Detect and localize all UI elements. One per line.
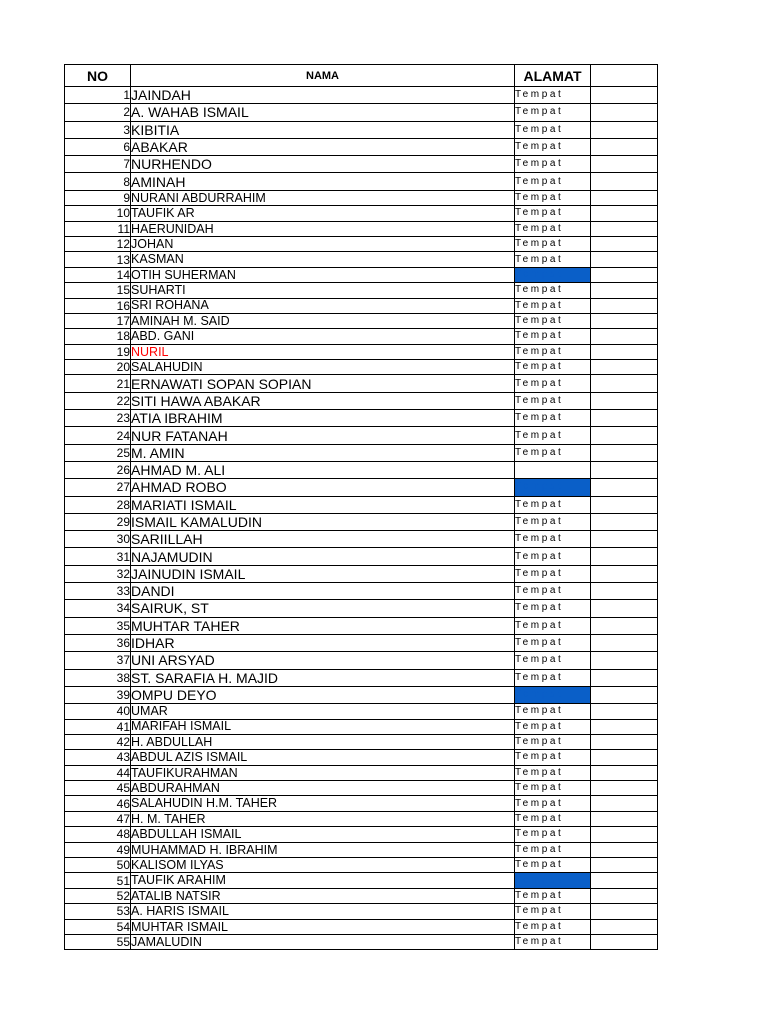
name-cell[interactable]: ATALIB NATSIR — [131, 888, 515, 903]
header-extra-column[interactable] — [591, 65, 658, 87]
address-cell[interactable]: Tempat — [515, 87, 591, 104]
extra-cell[interactable] — [591, 221, 658, 236]
header-row — [65, 65, 658, 87]
row-number-cell[interactable]: 22 — [65, 392, 131, 409]
table-row — [65, 221, 658, 236]
table-row — [65, 298, 658, 313]
table-row — [65, 904, 658, 919]
name-cell[interactable]: SAIRUK, ST — [131, 600, 515, 617]
extra-cell[interactable] — [591, 461, 658, 478]
extra-cell[interactable] — [591, 375, 658, 392]
name-cell[interactable]: ST. SARAFIA H. MAJID — [131, 669, 515, 686]
name-address-table — [64, 64, 658, 950]
address-cell[interactable]: Tempat — [515, 173, 591, 190]
name-cell[interactable]: NURANI ABDURRAHIM — [131, 190, 515, 205]
row-number-cell[interactable]: 48 — [65, 827, 131, 842]
name-cell[interactable]: UNI ARSYAD — [131, 652, 515, 669]
extra-cell[interactable] — [591, 934, 658, 949]
extra-cell[interactable] — [591, 190, 658, 205]
table-row — [65, 156, 658, 173]
name-cell[interactable]: MUHAMMAD H. IBRAHIM — [131, 842, 515, 857]
name-cell[interactable]: ABDURAHMAN — [131, 781, 515, 796]
name-cell[interactable]: ATIA IBRAHIM — [131, 410, 515, 427]
row-number-cell[interactable]: 23 — [65, 410, 131, 427]
address-cell[interactable]: Tempat — [515, 531, 591, 548]
row-number-cell[interactable]: 44 — [65, 765, 131, 780]
table-row — [65, 548, 658, 565]
address-cell[interactable]: Tempat — [515, 704, 591, 719]
address-cell[interactable]: Tempat — [515, 444, 591, 461]
address-cell[interactable]: Tempat — [515, 121, 591, 138]
row-number-cell[interactable]: 16 — [65, 298, 131, 313]
name-cell[interactable]: ABDUL AZIS ISMAIL — [131, 750, 515, 765]
row-number-cell[interactable]: 50 — [65, 858, 131, 873]
address-cell[interactable]: Tempat — [515, 811, 591, 826]
extra-cell[interactable] — [591, 392, 658, 409]
address-cell[interactable]: Tempat — [515, 427, 591, 444]
extra-cell[interactable] — [591, 313, 658, 328]
address-cell[interactable]: Tempat — [515, 283, 591, 298]
extra-cell[interactable] — [591, 652, 658, 669]
row-number-cell[interactable]: 13 — [65, 252, 131, 267]
table-row — [65, 173, 658, 190]
extra-cell[interactable] — [591, 750, 658, 765]
address-cell[interactable]: Tempat — [515, 919, 591, 934]
table-row — [65, 811, 658, 826]
table-row — [65, 252, 658, 267]
name-cell[interactable]: KASMAN — [131, 252, 515, 267]
address-cell[interactable]: Tempat — [515, 781, 591, 796]
name-cell[interactable]: AHMAD ROBO — [131, 479, 515, 496]
address-cell[interactable]: Tempat — [515, 652, 591, 669]
row-number-cell[interactable]: 37 — [65, 652, 131, 669]
row-number-cell[interactable]: 14 — [65, 267, 131, 282]
row-number-cell[interactable]: 43 — [65, 750, 131, 765]
address-cell[interactable]: Tempat — [515, 565, 591, 582]
name-cell[interactable]: ABAKAR — [131, 138, 515, 155]
row-number-cell[interactable]: 21 — [65, 375, 131, 392]
row-number-cell[interactable]: 38 — [65, 669, 131, 686]
name-cell[interactable]: MARIFAH ISMAIL — [131, 719, 515, 734]
address-cell[interactable]: Tempat — [515, 344, 591, 359]
address-cell[interactable]: Tempat — [515, 873, 591, 888]
table-row — [65, 479, 658, 496]
table-row — [65, 236, 658, 251]
extra-cell[interactable] — [591, 329, 658, 344]
header-no: NO — [65, 65, 131, 87]
header-alamat: ALAMAT — [515, 65, 591, 87]
address-cell[interactable]: Tempat — [515, 904, 591, 919]
row-number-cell[interactable]: 31 — [65, 548, 131, 565]
address-cell[interactable] — [515, 461, 591, 478]
row-number-cell[interactable]: 29 — [65, 513, 131, 530]
address-cell[interactable]: Tempat — [515, 796, 591, 811]
name-cell[interactable]: M. AMIN — [131, 444, 515, 461]
row-number-cell[interactable]: 11 — [65, 221, 131, 236]
table-row — [65, 888, 658, 903]
address-cell[interactable]: Tempat — [515, 827, 591, 842]
header-nama: NAMA — [131, 65, 515, 87]
extra-cell[interactable] — [591, 104, 658, 121]
extra-cell[interactable] — [591, 298, 658, 313]
address-cell[interactable]: Tempat — [515, 252, 591, 267]
row-number-cell[interactable]: 19 — [65, 344, 131, 359]
table-row — [65, 734, 658, 749]
table-row — [65, 496, 658, 513]
name-cell[interactable]: JOHAN — [131, 236, 515, 251]
name-cell[interactable]: OMPU DEYO — [131, 686, 515, 703]
name-cell[interactable]: OTIH SUHERMAN — [131, 267, 515, 282]
name-cell[interactable]: MUHTAR ISMAIL — [131, 919, 515, 934]
extra-cell[interactable] — [591, 496, 658, 513]
row-number-cell[interactable]: 6 — [65, 138, 131, 155]
table-row — [65, 444, 658, 461]
table-row — [65, 600, 658, 617]
address-cell[interactable]: Tempat — [515, 313, 591, 328]
row-number-cell[interactable]: 47 — [65, 811, 131, 826]
extra-cell[interactable] — [591, 765, 658, 780]
table-row — [65, 827, 658, 842]
address-cell[interactable]: Tempat — [515, 634, 591, 651]
address-cell[interactable]: Tempat — [515, 548, 591, 565]
extra-cell[interactable] — [591, 796, 658, 811]
name-cell[interactable]: NAJAMUDIN — [131, 548, 515, 565]
address-cell[interactable]: Tempat — [515, 765, 591, 780]
address-cell[interactable]: Tempat — [515, 686, 591, 703]
extra-cell[interactable] — [591, 267, 658, 282]
table-row — [65, 375, 658, 392]
extra-cell[interactable] — [591, 827, 658, 842]
address-cell[interactable]: Tempat — [515, 617, 591, 634]
extra-cell[interactable] — [591, 173, 658, 190]
extra-cell[interactable] — [591, 410, 658, 427]
address-cell[interactable]: Tempat — [515, 360, 591, 375]
name-cell[interactable]: IDHAR — [131, 634, 515, 651]
table-row — [65, 919, 658, 934]
table-row — [65, 513, 658, 530]
table-row — [65, 781, 658, 796]
name-cell[interactable]: AHMAD M. ALI — [131, 461, 515, 478]
row-number-cell[interactable]: 53 — [65, 904, 131, 919]
name-cell[interactable]: KALISOM ILYAS — [131, 858, 515, 873]
row-number-cell[interactable]: 17 — [65, 313, 131, 328]
address-cell[interactable]: Tempat — [515, 236, 591, 251]
table-row — [65, 617, 658, 634]
name-cell[interactable]: ABD. GANI — [131, 329, 515, 344]
name-cell[interactable]: ERNAWATI SOPAN SOPIAN — [131, 375, 515, 392]
row-number-cell[interactable]: 51 — [65, 873, 131, 888]
name-cell[interactable]: JAINUDIN ISMAIL — [131, 565, 515, 582]
name-cell[interactable]: SITI HAWA ABAKAR — [131, 392, 515, 409]
address-cell[interactable]: Tempat — [515, 513, 591, 530]
extra-cell[interactable] — [591, 734, 658, 749]
extra-cell[interactable] — [591, 548, 658, 565]
row-number-cell[interactable]: 39 — [65, 686, 131, 703]
extra-cell[interactable] — [591, 565, 658, 582]
table-row — [65, 410, 658, 427]
extra-cell[interactable] — [591, 87, 658, 104]
extra-cell[interactable] — [591, 206, 658, 221]
name-cell[interactable]: KIBITIA — [131, 121, 515, 138]
address-cell[interactable]: Tempat — [515, 600, 591, 617]
row-number-cell[interactable]: 1 — [65, 87, 131, 104]
table-row — [65, 461, 658, 478]
table-row — [65, 121, 658, 138]
name-cell[interactable]: ISMAIL KAMALUDIN — [131, 513, 515, 530]
name-cell[interactable]: MUHTAR TAHER — [131, 617, 515, 634]
address-cell[interactable]: Tempat — [515, 221, 591, 236]
row-number-cell[interactable]: 20 — [65, 360, 131, 375]
address-cell[interactable]: Tempat — [515, 888, 591, 903]
row-number-cell[interactable]: 35 — [65, 617, 131, 634]
address-cell[interactable]: Tempat — [515, 496, 591, 513]
name-cell[interactable]: NURHENDO — [131, 156, 515, 173]
row-number-cell[interactable]: 15 — [65, 283, 131, 298]
table-row — [65, 267, 658, 282]
name-cell[interactable]: NURIL — [131, 344, 515, 359]
address-cell[interactable]: Tempat — [515, 206, 591, 221]
extra-cell[interactable] — [591, 919, 658, 934]
extra-cell[interactable] — [591, 360, 658, 375]
extra-cell[interactable] — [591, 617, 658, 634]
row-number-cell[interactable]: 10 — [65, 206, 131, 221]
name-cell[interactable]: TAUFIK AR — [131, 206, 515, 221]
table-row — [65, 313, 658, 328]
name-cell[interactable]: MARIATI ISMAIL — [131, 496, 515, 513]
address-cell[interactable]: Tempat — [515, 858, 591, 873]
table-row — [65, 531, 658, 548]
row-number-cell[interactable]: 26 — [65, 461, 131, 478]
extra-cell[interactable] — [591, 858, 658, 873]
table-row — [65, 283, 658, 298]
extra-cell[interactable] — [591, 811, 658, 826]
table-row — [65, 104, 658, 121]
extra-cell[interactable] — [591, 842, 658, 857]
address-cell[interactable]: Tempat — [515, 138, 591, 155]
name-cell[interactable]: DANDI — [131, 583, 515, 600]
name-cell[interactable]: TAUFIK ARAHIM — [131, 873, 515, 888]
row-number-cell[interactable]: 52 — [65, 888, 131, 903]
row-number-cell[interactable]: 46 — [65, 796, 131, 811]
address-cell[interactable]: Tempat — [515, 156, 591, 173]
address-cell[interactable]: Tempat — [515, 934, 591, 949]
row-number-cell[interactable]: 12 — [65, 236, 131, 251]
address-cell[interactable]: Tempat — [515, 104, 591, 121]
row-number-cell[interactable]: 41 — [65, 719, 131, 734]
extra-cell[interactable] — [591, 236, 658, 251]
row-number-cell[interactable]: 8 — [65, 173, 131, 190]
name-cell[interactable]: HAERUNIDAH — [131, 221, 515, 236]
row-number-cell[interactable]: 42 — [65, 734, 131, 749]
table-row — [65, 360, 658, 375]
table-row — [65, 842, 658, 857]
address-cell[interactable]: Tempat — [515, 734, 591, 749]
extra-cell[interactable] — [591, 873, 658, 888]
row-number-cell[interactable]: 33 — [65, 583, 131, 600]
name-cell[interactable]: A. WAHAB ISMAIL — [131, 104, 515, 121]
name-cell[interactable]: TAUFIKURAHMAN — [131, 765, 515, 780]
name-cell[interactable]: ABDULLAH ISMAIL — [131, 827, 515, 842]
extra-cell[interactable] — [591, 904, 658, 919]
table-row — [65, 206, 658, 221]
extra-cell[interactable] — [591, 344, 658, 359]
row-number-cell[interactable]: 7 — [65, 156, 131, 173]
table-row — [65, 686, 658, 703]
extra-cell[interactable] — [591, 669, 658, 686]
row-number-cell[interactable]: 3 — [65, 121, 131, 138]
table-row — [65, 652, 658, 669]
name-cell[interactable]: AMINAH — [131, 173, 515, 190]
extra-cell[interactable] — [591, 252, 658, 267]
row-number-cell[interactable]: 18 — [65, 329, 131, 344]
row-number-cell[interactable]: 40 — [65, 704, 131, 719]
table-row — [65, 138, 658, 155]
extra-cell[interactable] — [591, 138, 658, 155]
table-row — [65, 873, 658, 888]
address-cell[interactable]: Tempat — [515, 267, 591, 282]
row-number-cell[interactable]: 49 — [65, 842, 131, 857]
extra-cell[interactable] — [591, 531, 658, 548]
extra-cell[interactable] — [591, 719, 658, 734]
extra-cell[interactable] — [591, 704, 658, 719]
row-number-cell[interactable]: 2 — [65, 104, 131, 121]
address-cell[interactable]: Tempat — [515, 719, 591, 734]
table-row — [65, 427, 658, 444]
extra-cell[interactable] — [591, 283, 658, 298]
name-cell[interactable]: UMAR — [131, 704, 515, 719]
row-number-cell[interactable]: 30 — [65, 531, 131, 548]
row-number-cell[interactable]: 36 — [65, 634, 131, 651]
extra-cell[interactable] — [591, 888, 658, 903]
name-cell[interactable]: SARIILLAH — [131, 531, 515, 548]
table-row — [65, 796, 658, 811]
name-cell[interactable]: H. M. TAHER — [131, 811, 515, 826]
name-cell[interactable]: JAMALUDIN — [131, 934, 515, 949]
row-number-cell[interactable]: 54 — [65, 919, 131, 934]
address-cell[interactable]: Tempat — [515, 669, 591, 686]
name-cell[interactable]: A. HARIS ISMAIL — [131, 904, 515, 919]
name-cell[interactable]: SALAHUDIN — [131, 360, 515, 375]
extra-cell[interactable] — [591, 634, 658, 651]
address-cell[interactable]: Tempat — [515, 410, 591, 427]
table-row — [65, 565, 658, 582]
table-row — [65, 87, 658, 104]
table-row — [65, 704, 658, 719]
address-cell[interactable]: Tempat — [515, 583, 591, 600]
address-cell[interactable]: Tempat — [515, 329, 591, 344]
extra-cell[interactable] — [591, 583, 658, 600]
extra-cell[interactable] — [591, 686, 658, 703]
extra-cell[interactable] — [591, 444, 658, 461]
row-number-cell[interactable]: 25 — [65, 444, 131, 461]
address-cell[interactable]: Tempat — [515, 750, 591, 765]
row-number-cell[interactable]: 34 — [65, 600, 131, 617]
row-number-cell[interactable]: 32 — [65, 565, 131, 582]
address-cell[interactable]: Tempat — [515, 190, 591, 205]
extra-cell[interactable] — [591, 427, 658, 444]
name-cell[interactable]: SRI ROHANA — [131, 298, 515, 313]
extra-cell[interactable] — [591, 156, 658, 173]
row-number-cell[interactable]: 55 — [65, 934, 131, 949]
row-number-cell[interactable]: 45 — [65, 781, 131, 796]
name-cell[interactable]: AMINAH M. SAID — [131, 313, 515, 328]
table-row — [65, 858, 658, 873]
table-row — [65, 634, 658, 651]
name-cell[interactable]: SUHARTI — [131, 283, 515, 298]
table-row — [65, 669, 658, 686]
address-cell[interactable]: Tempat — [515, 375, 591, 392]
table-row — [65, 719, 658, 734]
table-row — [65, 750, 658, 765]
extra-cell[interactable] — [591, 781, 658, 796]
extra-cell[interactable] — [591, 513, 658, 530]
name-cell[interactable]: NUR FATANAH — [131, 427, 515, 444]
extra-cell[interactable] — [591, 121, 658, 138]
address-cell[interactable]: Tempat — [515, 392, 591, 409]
table-row — [65, 329, 658, 344]
table-row — [65, 583, 658, 600]
address-cell[interactable]: Tempat — [515, 842, 591, 857]
address-cell[interactable]: Tempat — [515, 298, 591, 313]
name-cell[interactable]: H. ABDULLAH — [131, 734, 515, 749]
name-cell[interactable]: SALAHUDIN H.M. TAHER — [131, 796, 515, 811]
table-row — [65, 190, 658, 205]
row-number-cell[interactable]: 27 — [65, 479, 131, 496]
address-cell[interactable]: Tempat — [515, 479, 591, 496]
extra-cell[interactable] — [591, 600, 658, 617]
table-row — [65, 934, 658, 949]
row-number-cell[interactable]: 9 — [65, 190, 131, 205]
row-number-cell[interactable]: 24 — [65, 427, 131, 444]
table-row — [65, 765, 658, 780]
row-number-cell[interactable]: 28 — [65, 496, 131, 513]
table-row — [65, 392, 658, 409]
table-row — [65, 344, 658, 359]
name-cell[interactable]: JAINDAH — [131, 87, 515, 104]
extra-cell[interactable] — [591, 479, 658, 496]
